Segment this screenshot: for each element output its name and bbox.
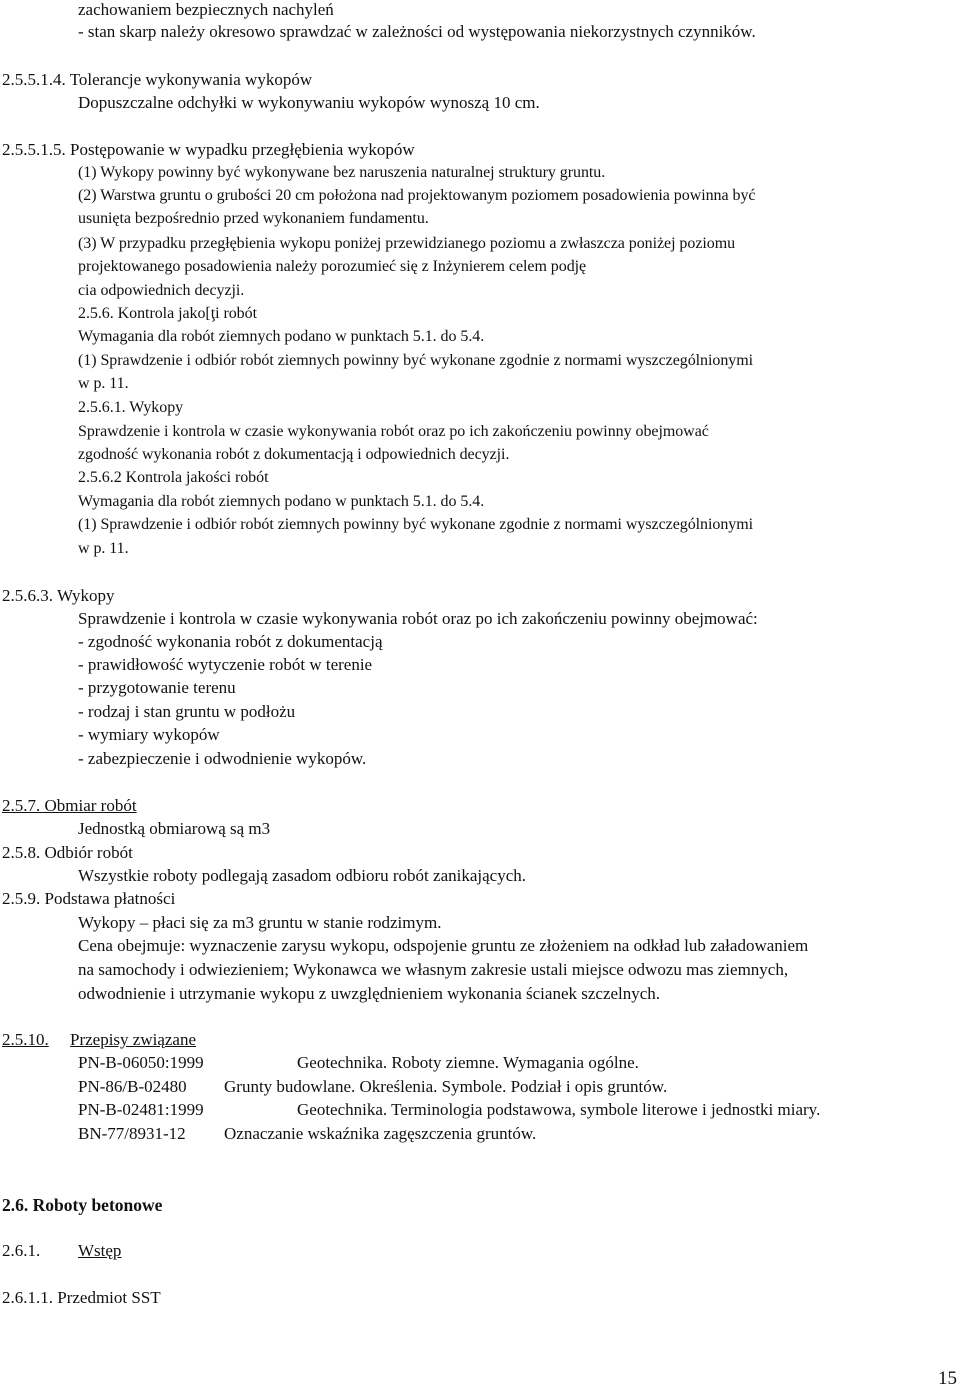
text-line: Jednostką obmiarową są m3 [78, 819, 271, 838]
text-line: (1) Wykopy powinny być wykonywane bez naruszenia naturalnej struktury gruntu. [78, 164, 606, 181]
section-heading: 2.5.8. Odbiór robót [2, 843, 133, 862]
section-heading: 2.5.6.2 Kontrola jakości robót [78, 469, 269, 486]
text-line: zachowaniem bezpiecznych nachyleń [78, 0, 334, 19]
section-number: 2.6.1. [2, 1241, 41, 1260]
text-line: Dopuszczalne odchyłki w wykonywaniu wykopów wynoszą 10 cm. [78, 93, 540, 112]
list-item: - prawidłowość wytyczenie robót w terenie [78, 655, 373, 674]
list-item: - wymiary wykopów [78, 725, 220, 744]
section-heading: 2.5.7. Obmiar robót [2, 796, 137, 815]
section-heading: 2.5.6. Kontrola jako[ţi robót [78, 305, 257, 322]
section-heading: 2.5.9. Podstawa płatności [2, 889, 176, 908]
regulation-code: PN-B-06050:1999 [78, 1053, 204, 1072]
text-line: Wymagania dla robót ziemnych podano w punktach 5.1. do 5.4. [78, 328, 485, 345]
page-number: 15 [938, 1368, 957, 1389]
regulation-code: BN-77/8931-12 [78, 1124, 186, 1143]
regulation-title: Geotechnika. Terminologia podstawowa, symbole literowe i jednostki miary. [297, 1100, 821, 1119]
regulation-code: PN-B-02481:1999 [78, 1100, 204, 1119]
text-line: (2) Warstwa gruntu o grubości 20 cm położona nad projektowanym poziomem posadowienia powinna być [78, 187, 756, 204]
section-number: 2.5.10. [2, 1030, 49, 1049]
text-line: Wykopy – płaci się za m3 gruntu w stanie rodzimym. [78, 913, 442, 932]
section-heading: 2.5.5.1.4. Tolerancje wykonywania wykopów [2, 70, 313, 89]
text-line: Wszystkie roboty podlegają zasadom odbioru robót zanikających. [78, 866, 526, 885]
regulation-title: Oznaczanie wskaźnika zagęszczenia gruntów. [224, 1124, 537, 1143]
text-line: Sprawdzenie i kontrola w czasie wykonywania robót oraz po ich zakończeniu powinny obejmować: [78, 609, 758, 628]
section-heading: 2.5.6.3. Wykopy [2, 586, 115, 605]
regulation-code: PN-86/B-02480 [78, 1077, 187, 1096]
text-line: Wymagania dla robót ziemnych podano w punktach 5.1. do 5.4. [78, 493, 485, 510]
list-item: - zgodność wykonania robót z dokumentacją [78, 632, 383, 651]
text-line: (3) W przypadku przegłębienia wykopu poniżej przewidzianego poziomu a zwłaszcza poniżej poziomu [78, 235, 736, 252]
text-line: odwodnienie i utrzymanie wykopu z uwzględnieniem wykonania ścianek szczelnych. [78, 984, 661, 1003]
text-line: cia odpowiednich decyzji. [78, 282, 245, 299]
text-line: projektowanego posadowienia należy porozumieć się z Inżynierem celem podję [78, 258, 587, 275]
regulation-title: Grunty budowlane. Określenia. Symbole. Podział i opis gruntów. [224, 1077, 668, 1096]
section-heading: Wstęp [78, 1241, 122, 1260]
text-line: usunięta bezpośrednio przed wykonaniem fundamentu. [78, 210, 429, 227]
text-line: w p. 11. [78, 540, 129, 557]
list-item: - przygotowanie terenu [78, 678, 236, 697]
regulation-title: Geotechnika. Roboty ziemne. Wymagania ogólne. [297, 1053, 639, 1072]
section-heading: Przepisy związane [70, 1030, 197, 1049]
text-line: Sprawdzenie i kontrola w czasie wykonywania robót oraz po ich zakończeniu powinny obejmować [78, 423, 709, 440]
text-line: Cena obejmuje: wyznaczenie zarysu wykopu, odspojenie gruntu ze złożeniem na odkład lub załadowaniem [78, 936, 809, 955]
text-line: (1) Sprawdzenie i odbiór robót ziemnych powinny być wykonane zgodnie z normami wyszczególnionymi [78, 516, 754, 533]
section-heading: 2.5.5.1.5. Postępowanie w wypadku przegłębienia wykopów [2, 140, 415, 159]
text-line: w p. 11. [78, 375, 129, 392]
text-line: zgodność wykonania robót z dokumentacją i odpowiednich decyzji. [78, 446, 510, 463]
section-heading: 2.5.6.1. Wykopy [78, 399, 184, 416]
list-item: - zabezpieczenie i odwodnienie wykopów. [78, 749, 367, 768]
text-line: - stan skarp należy okresowo sprawdzać w zależności od występowania niekorzystnych czynników. [78, 22, 756, 41]
chapter-heading: 2.6. Roboty betonowe [2, 1195, 163, 1215]
text-line: (1) Sprawdzenie i odbiór robót ziemnych powinny być wykonane zgodnie z normami wyszczególnionymi [78, 352, 754, 369]
text-line: na samochody i odwiezieniem; Wykonawca we własnym zakresie ustali miejsce odwozu mas ziemnych, [78, 960, 789, 979]
section-heading: 2.6.1.1. Przedmiot SST [2, 1288, 161, 1307]
list-item: - rodzaj i stan gruntu w podłożu [78, 702, 296, 721]
